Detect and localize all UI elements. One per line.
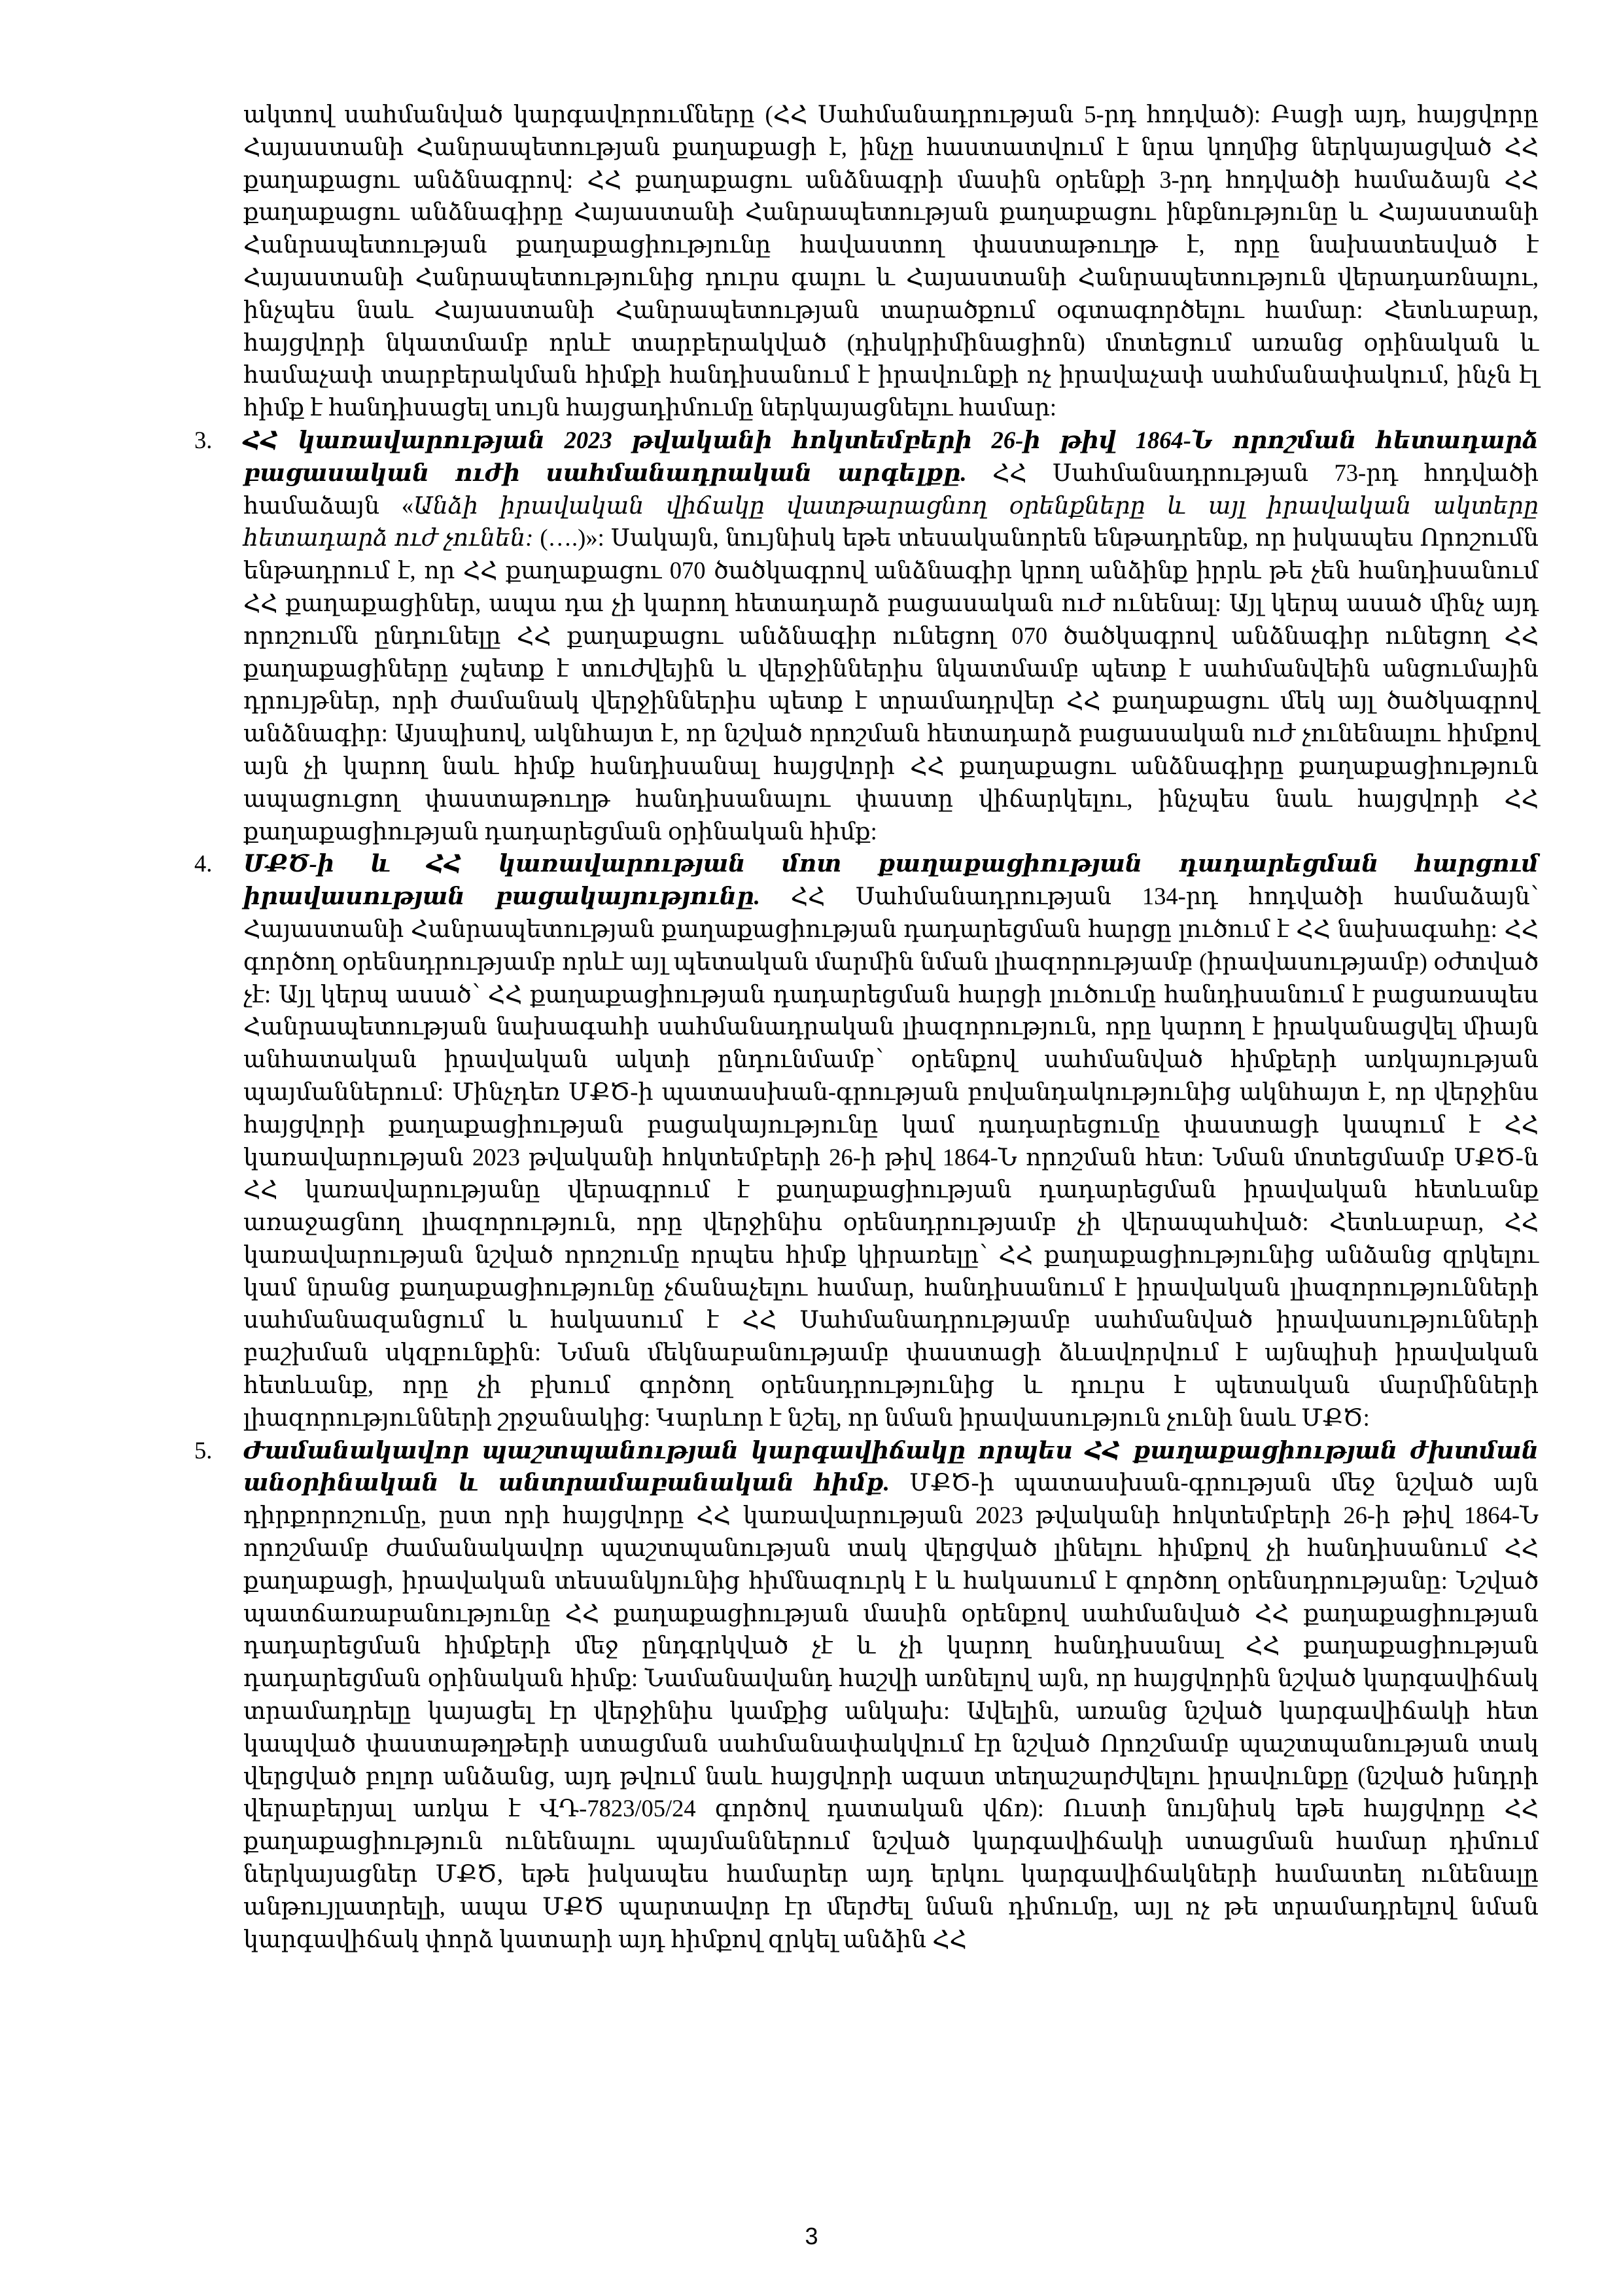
list-item-text: ՀՀ Սահմանադրության 73-րդ հոդվածի համաձայն « bbox=[243, 459, 1539, 519]
list-item-text: ՀՀ Սահմանադրության 134-րդ հոդվածի համաձայն՝ Հայաստանի Հանրապետության քաղաքացիության դադարեցման հարցը լուծում է ՀՀ նախագահը: ՀՀ գործող օրենսդրությամբ որևէ այլ պետական մարմին նման լիազորությամբ (իրավասությամբ) օժտված չէ: Այլ կերպ ասած՝ ՀՀ քաղաքացիության դադարեցման հարցի լուծումը հանդիսանում է բացառապես Հանրապետության նախագահի սահմանադրական լիազորություն, որը կարող է իրականացվել միայն անհատական իրավական ակտի ընդունմամբ՝ օրենքով սահմանված հիմքերի առկայության պայմաններում: Մինչդեռ ՄՔԾ-ի պատասխան-գրության բովանդակությունից ակնհայտ է, որ վերջինս հայցվորի քաղաքացիության բացակայությունը կամ դադարեցումը փաստացի կապում է ՀՀ կառավարության 2023 թվականի հոկտեմբերի 26-ի թիվ 1864-Ն որոշման հետ: Նման մոտեցմամբ ՄՔԾ-ն ՀՀ կառավարությանը վերագրում է քաղաքացիության դադարեցման իրավական հետևանք առաջացնող լիազորություն, որը վերջինիս օրենսդրությամբ չի վերապահված: Հետևաբար, ՀՀ կառավարության նշված որոշումը որպես հիմք կիրառելը՝ ՀՀ քաղաքացիությունից անձանց զրկելու կամ նրանց քաղաքացիությունը չճանաչելու համար, հանդիսանում է իրավական լիազորությունների սահմանազանցում և հակասում է ՀՀ Սահմանադրությամբ սահմանված իրավասությունների բաշխման սկզբունքին: Նման մեկնաբանությամբ փաստացի ձևավորվում է այնպիսի իրավական հետևանք, որը չի բխում գործող օրենսդրությունից և դուրս է պետական մարմինների լիազորությունների շրջանակից: Կարևոր է նշել, որ նման իրավասություն չունի նաև ՄՔԾ: bbox=[243, 883, 1539, 1431]
list-item-heading: ՄՔԾ-ի և ՀՀ կառավարության մոտ քաղաքացիության դադարեցման հարցում իրավասության բացակայությունը. bbox=[243, 850, 1539, 910]
list-item-4 bbox=[194, 847, 1539, 1434]
list-item-heading: ՀՀ կառավարության 2023 թվականի հոկտեմբերի 26-ի թիվ 1864-Ն որոշման հետադարձ բացասական ուժի սահմանադրական արգելքը. bbox=[243, 426, 1539, 486]
list-item-3 bbox=[194, 424, 1539, 847]
list-item-text: (….)»: Սակայն, նույնիսկ եթե տեսականորեն ենթադրենք, որ իսկապես Որոշումն ենթադրում է, որ ՀՀ քաղաքացու 070 ծածկագրով անձնագիր կրող անձինք իրրև թե չեն հանդիսանում ՀՀ քաղաքացիներ, ապա դա չի կարող հետադարձ բացասական ուժ ունենալ: Այլ կերպ ասած մինչ այդ որոշումն ընդունելը ՀՀ քաղաքացու անձնագիր ունեցող 070 ծածկագրով անձնագիր ունեցող ՀՀ քաղաքացիները չպետք է տուժվեյին և վերջիններիս նկատմամբ պետք է սահմանվեին անցումային դրույթներ, որի ժամանակ վերջիններիս պետք է տրամադրվեր ՀՀ քաղաքացու մեկ այլ ծածկագրով անձնագիր: Այսպիսով, ակնհայտ է, որ նշված որոշման հետադարձ բացասական ուժ չունենալու հիմքով այն չի կարող նաև հիմք հանդիսանալ հայցվորի ՀՀ քաղաքացու անձնագիրը քաղաքացիություն ապացուցող փաստաթուղթ հանդիսանալու փաստը վիճարկելու, ինչպես նաև հայցվորի ՀՀ քաղաքացիության դադարեցման օրինական հիմք: bbox=[243, 524, 1539, 845]
list-item-paragraph bbox=[243, 1434, 1539, 1956]
page-content bbox=[194, 98, 1539, 1955]
list-item-heading: Ժամանակավոր պաշտպանության կարգավիճակը որպես ՀՀ քաղաքացիության ժխտման անօրինական և անտրամաբանական հիմք. bbox=[243, 1436, 1539, 1496]
list-number: 5. bbox=[194, 1436, 213, 1464]
list-number: 4. bbox=[194, 850, 213, 877]
intro-paragraph: ակտով սահմանված կարգավորումները (ՀՀ Սահմանադրության 5-րդ հոդված): Բացի այդ, հայցվորը Հայաստանի Հանրապետության քաղաքացի է, ինչը հաստատվում է նրա կողմից ներկայացված ՀՀ քաղաքացու անձնագրով: ՀՀ քաղաքացու անձնագրի մասին օրենքի 3-րդ հոդվածի համաձայն ՀՀ քաղաքացու անձնագիրը Հայաստանի Հանրապետության քաղաքացու ինքնությունը և Հայաստանի Հանրապետության քաղաքացիությունը հավաստող փաստաթուղթ է, որը նախատեսված է Հայաստանի Հանրապետությունից դուրս գալու և Հայաստանի Հանրապետություն վերադառնալու, ինչպես նաև Հայաստանի Հանրապետության տարածքում օգտագործելու համար: Հետևաբար, հայցվորի նկատմամբ որևէ տարբերակված (դիսկրիմինացիոն) մոտեցում առանց օրինական և համաչափ տարբերակման հիմքի հանդիսանում է իրավունքի ոչ իրավաչափ սահմանափակում, ինչն էլ հիմք է հանդիսացել սույն հայցադիմումը ներկայացնելու համար: bbox=[243, 101, 1539, 421]
list-item-paragraph bbox=[243, 847, 1539, 1434]
list-item-5 bbox=[194, 1434, 1539, 1956]
list-item-text: ՄՔԾ-ի պատասխան-գրության մեջ նշված այն դիրքորոշումը, ըստ որի հայցվորը ՀՀ կառավարության 2023 թվականի հոկտեմբերի 26-ի թիվ 1864-Ն որոշմամբ ժամանակավոր պաշտպանության տակ վերցված լինելու հիմքով չի հանդիսանում ՀՀ քաղաքացի, իրավական տեսանկյունից հիմնազուրկ է և հակասում է գործող օրենսդրությանը: Նշված պատճառաբանությունը ՀՀ քաղաքացիության մասին օրենքով սահմանված ՀՀ քաղաքացիության դադարեցման հիմքերի մեջ ընդգրկված չէ և չի կարող հանդիսանալ ՀՀ քաղաքացիության դադարեցման օրինական հիմք: Նամանավանդ հաշվի առնելով այն, որ հայցվորին նշված կարգավիճակ տրամադրելը կայացել էր վերջինիս կամքից անկախ: Ավելին, առանց նշված կարգավիճակի հետ կապված փաստաթղթերի ստացման սահմանափակվում էր նշված Որոշմամբ պաշտպանության տակ վերցված բոլոր անձանց, այդ թվում նաև հայցվորի ազատ տեղաշարժվելու իրավունքը (նշված խնդրի վերաբերյալ առկա է ՎԴ-7823/05/24 գործով դատական վճռ): Ուստի նույնիսկ եթե հայցվորը ՀՀ քաղաքացիություն ունենալու պայմաններում նշված կարգավիճակի ստացման համար դիմում ներկայացներ ՄՔԾ, եթե իսկապես համարեր այդ երկու կարգավիճակների համատեղ ունենալը անթույլատրելի, ապա ՄՔԾ պարտավոր էր մերժել նման դիմումը, այլ ոչ թե տրամադրելով նման կարգավիճակ փորձ կատարի այդ հիմքով զրկել անձին ՀՀ bbox=[243, 1469, 1539, 1952]
list-item-paragraph bbox=[243, 424, 1539, 847]
numbered-list bbox=[194, 424, 1539, 1955]
page-number: 3 bbox=[805, 2223, 818, 2250]
constitution-quote: Անձի իրավական վիճակը վատթարացնող օրենքները և այլ իրավական ակտերը հետադարձ ուժ չունեն: bbox=[243, 491, 1539, 552]
list-number: 3. bbox=[194, 426, 213, 453]
